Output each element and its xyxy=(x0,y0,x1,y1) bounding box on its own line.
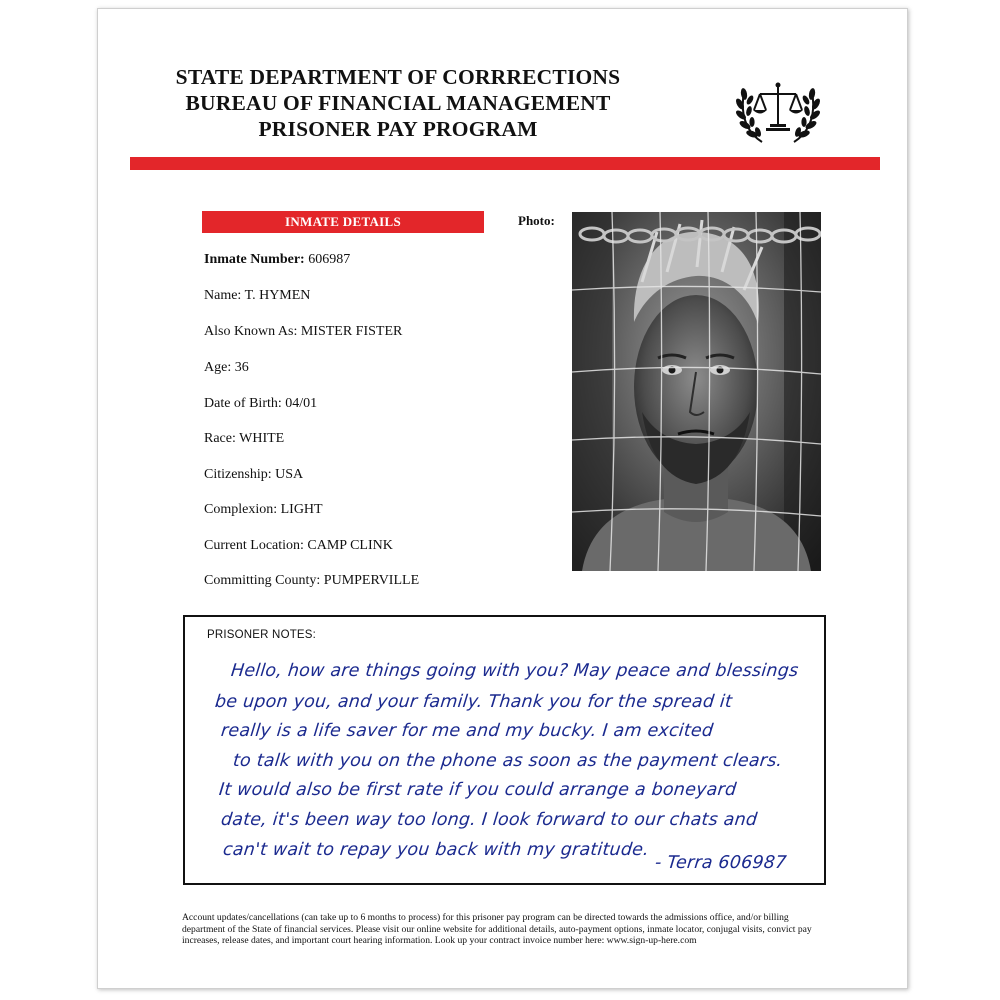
inmate-details-heading: INMATE DETAILS xyxy=(202,211,484,233)
complexion-row: Complexion: LIGHT xyxy=(204,502,323,517)
document-header xyxy=(138,64,658,142)
inmate-number-row xyxy=(204,252,350,268)
citizenship-row: Citizenship: USA xyxy=(204,467,304,482)
age-row: Age: 36 xyxy=(204,360,249,375)
note-line: date, it's been way too long. I look forward to our chats and xyxy=(219,810,759,830)
note-signature: - Terra 606987 xyxy=(653,853,788,873)
location-row: Current Location: CAMP CLINK xyxy=(204,538,393,553)
note-line: to talk with you on the phone as soon as the payment clears. xyxy=(231,751,784,771)
header-line-department: STATE DEPARTMENT OF CORRRECTIONS xyxy=(175,65,621,89)
note-line: It would also be first rate if you could arrange a boneyard xyxy=(217,780,738,800)
portrait-image xyxy=(572,212,821,571)
race-row: Race: WHITE xyxy=(204,431,285,446)
name-row: Name: T. HYMEN xyxy=(204,288,311,303)
prisoner-notes-label: PRISONER NOTES: xyxy=(207,629,317,641)
header-divider-bar xyxy=(130,157,880,170)
scales-of-justice-laurel-icon xyxy=(732,64,824,148)
header-line-bureau: BUREAU OF FINANCIAL MANAGEMENT xyxy=(185,91,611,115)
dob-row: Date of Birth: 04/01 xyxy=(204,396,318,411)
header-line-program: PRISONER PAY PROGRAM xyxy=(258,117,538,141)
photo-label: Photo: xyxy=(518,213,555,228)
inmate-photo xyxy=(572,212,821,571)
inmate-number-value: 606987 xyxy=(304,252,351,267)
county-row: Committing County: PUMPERVILLE xyxy=(204,573,420,588)
note-line: Hello, how are things going with you? May peace and blessings xyxy=(229,661,800,681)
inmate-number-label: Inmate Number: xyxy=(204,252,305,267)
note-line: be upon you, and your family. Thank you for the spread it xyxy=(213,692,734,712)
document-page xyxy=(97,8,908,989)
footer-notice: Account updates/cancellations (can take up to 6 months to process) for this prisoner pay program can be directed towards the admissions office, and/or billing department of the State of financial services. Please visit our online website for additional details, auto-payment options, inmate locator, conjugal visits, convict pay increases, release dates, and important court hearing information. Look up your contract invoice number here: www.sign-up-here.com xyxy=(182,912,812,947)
note-line: can't wait to repay you back with my gratitude. xyxy=(221,840,650,860)
aka-row: Also Known As: MISTER FISTER xyxy=(204,324,403,339)
prisoner-notes-box xyxy=(183,615,826,885)
note-line: really is a life saver for me and my bucky. I am excited xyxy=(219,721,715,741)
